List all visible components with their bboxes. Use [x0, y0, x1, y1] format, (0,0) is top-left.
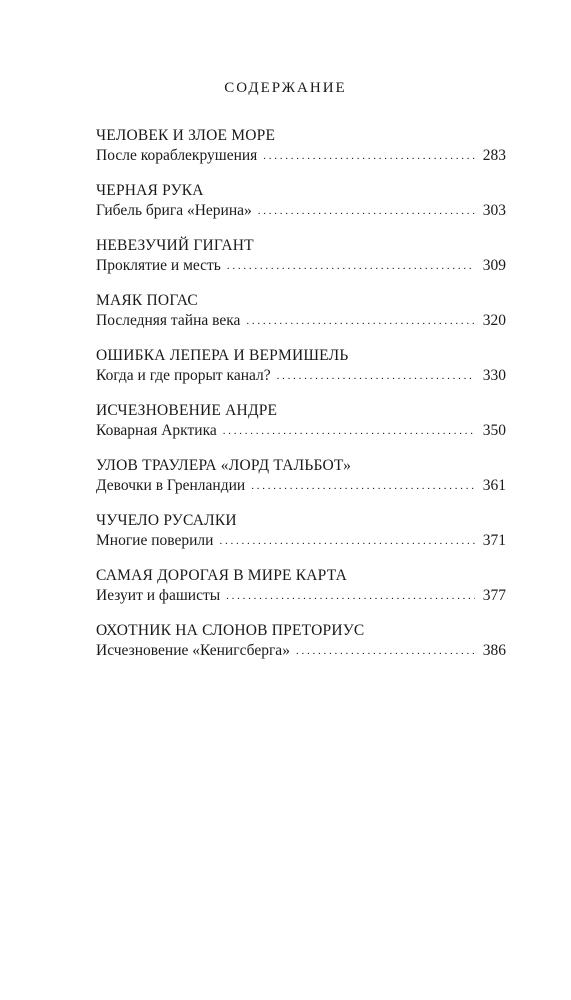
chapter-title: Коварная Арктика	[96, 422, 217, 439]
toc-line	[96, 476, 506, 496]
chapter-title: Проклятие и месть	[96, 257, 221, 274]
toc-line	[96, 366, 506, 386]
section-title: МАЯК ПОГАС	[96, 292, 198, 309]
toc-entry	[96, 456, 506, 496]
page-number: 320	[482, 312, 506, 329]
dot-leader	[251, 475, 475, 496]
toc-line	[96, 641, 506, 661]
chapter-title: Иезуит и фашисты	[96, 587, 221, 604]
page-number: 330	[482, 367, 506, 384]
chapter-title: Многие поверили	[96, 532, 214, 549]
toc-entry	[96, 566, 506, 606]
dot-leader	[277, 365, 475, 386]
chapter-title: Девочки в Гренландии	[96, 477, 246, 494]
toc-line	[96, 201, 506, 221]
chapter-title: Когда и где прорыт канал?	[96, 367, 271, 384]
toc-entry	[96, 621, 506, 661]
section-title: ОХОТНИК НА СЛОНОВ ПРЕТОРИУС	[96, 622, 365, 639]
toc-line	[96, 311, 506, 331]
dot-leader	[219, 530, 474, 551]
dot-leader	[246, 310, 474, 331]
dot-leader	[263, 145, 474, 166]
page-number: 303	[482, 202, 506, 219]
page-number: 350	[482, 422, 506, 439]
section-title: ЧЕЛОВЕК И ЗЛОЕ МОРЕ	[96, 127, 276, 144]
section-title: ЧУЧЕЛО РУСАЛКИ	[96, 512, 237, 529]
section-title: САМАЯ ДОРОГАЯ В МИРЕ КАРТА	[96, 567, 347, 584]
chapter-title: Гибель брига «Нерина»	[96, 202, 252, 219]
page-number: 386	[482, 642, 506, 659]
page-number: 361	[482, 477, 506, 494]
section-title: НЕВЕЗУЧИЙ ГИГАНТ	[96, 237, 254, 254]
page-number: 283	[482, 147, 506, 164]
section-title: ИСЧЕЗНОВЕНИЕ АНДРЕ	[96, 402, 278, 419]
toc-line	[96, 146, 506, 166]
section-title: ЧЕРНАЯ РУКА	[96, 182, 204, 199]
toc-line	[96, 421, 506, 441]
toc-entry	[96, 346, 506, 386]
page-title: СОДЕРЖАНИЕ	[224, 80, 347, 96]
page-number: 371	[482, 532, 506, 549]
section-title: ОШИБКА ЛЕПЕРА И ВЕРМИШЕЛЬ	[96, 347, 349, 364]
toc-entry	[96, 291, 506, 331]
toc-line	[96, 531, 506, 551]
section-title: УЛОВ ТРАУЛЕРА «ЛОРД ТАЛЬБОТ»	[96, 457, 352, 474]
toc-entry	[96, 511, 506, 551]
toc-line	[96, 256, 506, 276]
table-of-contents	[96, 126, 506, 676]
dot-leader	[227, 255, 475, 276]
dot-leader	[226, 585, 475, 606]
toc-entry	[96, 181, 506, 221]
toc-entry	[96, 236, 506, 276]
chapter-title: Последняя тайна века	[96, 312, 241, 329]
toc-entry	[96, 126, 506, 166]
chapter-title: Исчезновение «Кенигсберга»	[96, 642, 290, 659]
toc-entry	[96, 401, 506, 441]
page-number: 309	[482, 257, 506, 274]
dot-leader	[296, 640, 475, 661]
page-number: 377	[482, 587, 506, 604]
toc-line	[96, 586, 506, 606]
chapter-title: После кораблекрушения	[96, 147, 258, 164]
dot-leader	[258, 200, 475, 221]
dot-leader	[223, 420, 475, 441]
